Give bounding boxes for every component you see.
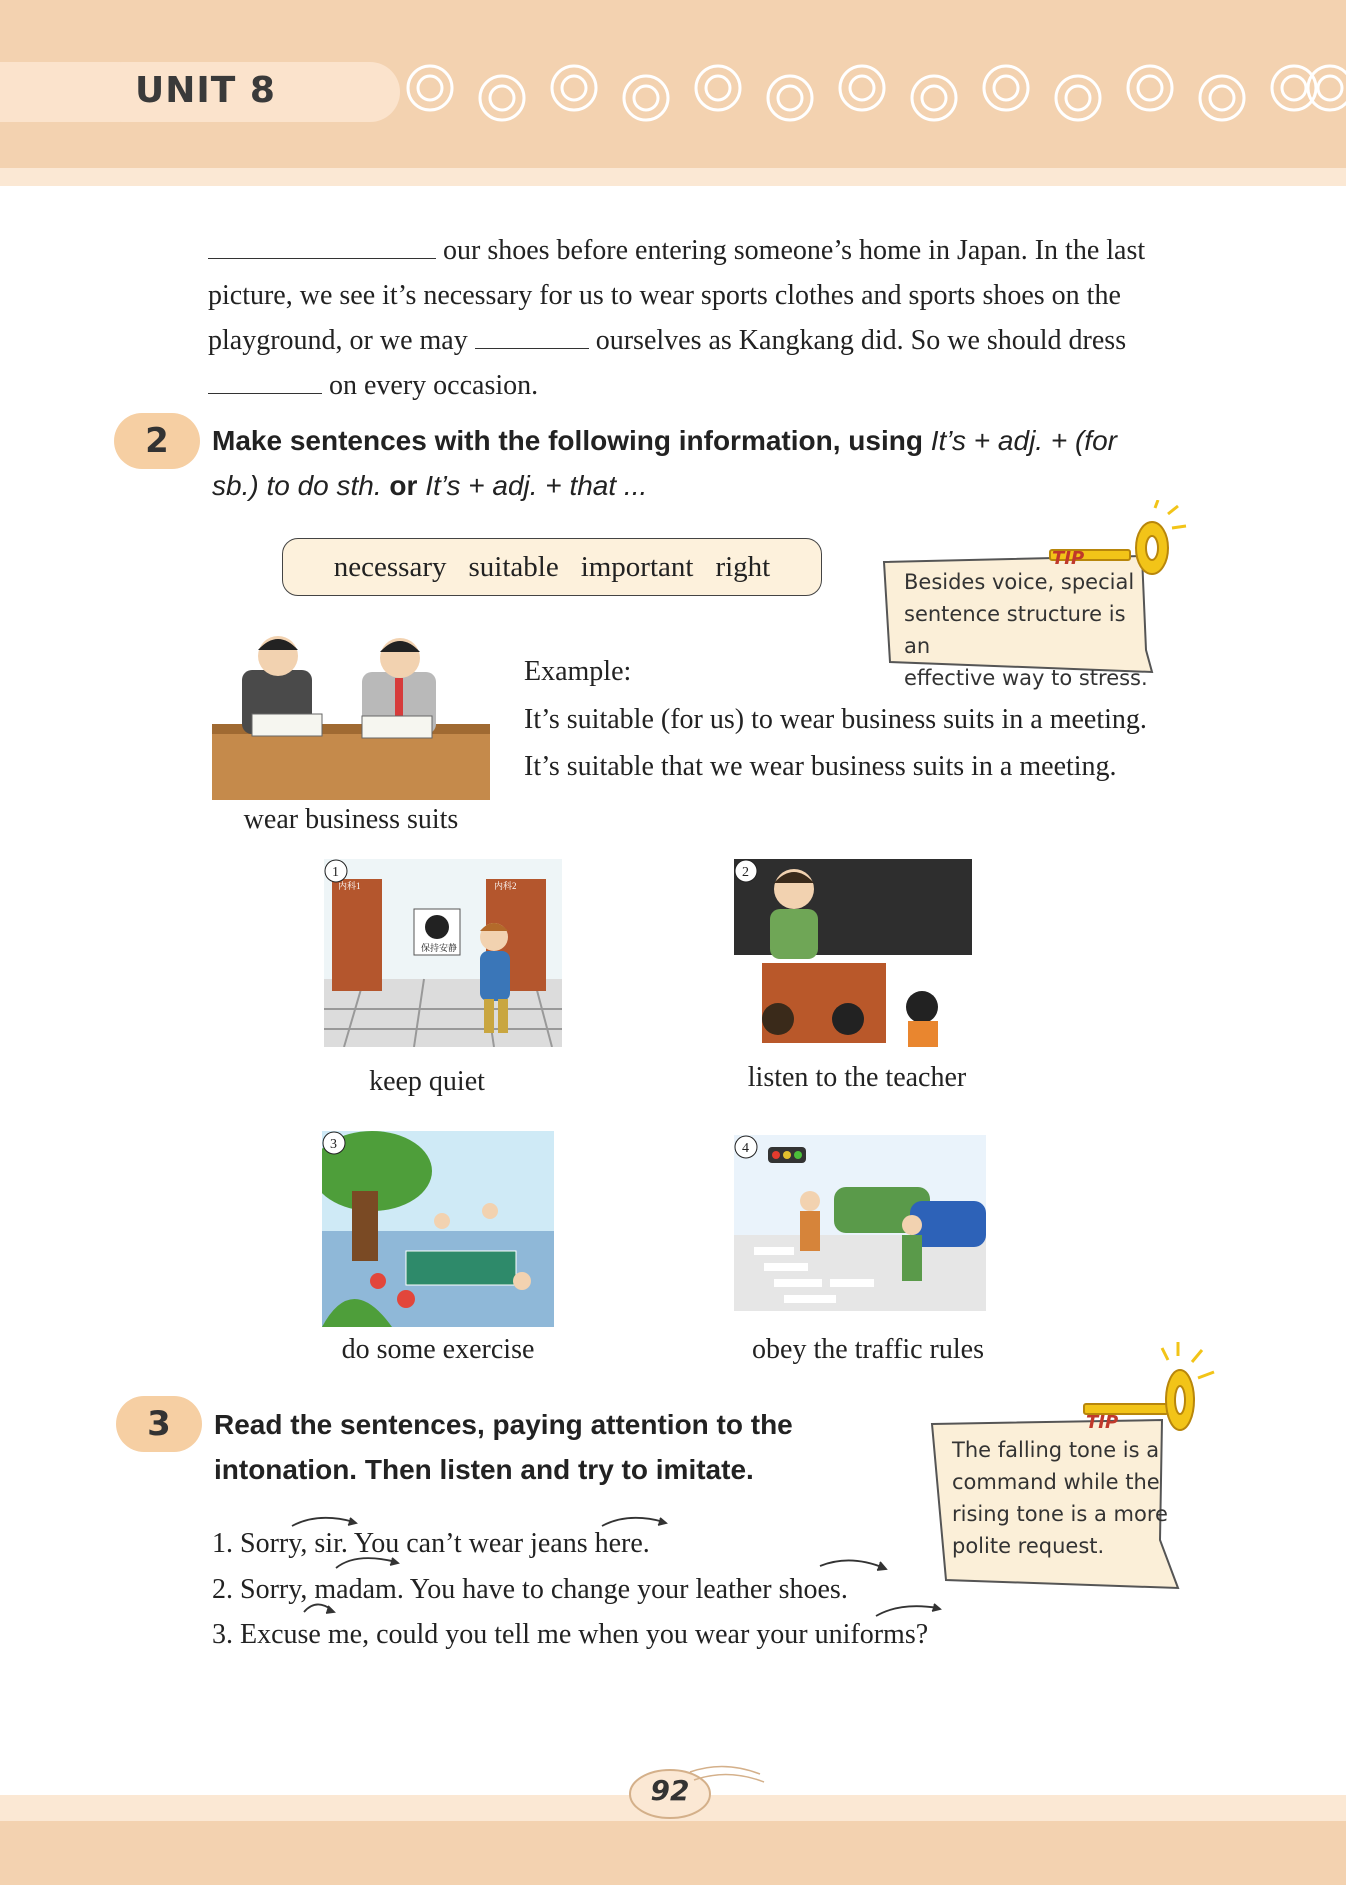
traffic-rules-picture xyxy=(734,1135,986,1311)
example-caption: wear business suits xyxy=(243,804,459,835)
fill-blank[interactable] xyxy=(208,369,322,394)
item-number: 3 xyxy=(330,1137,337,1152)
unit-title: UNIT 8 xyxy=(135,70,276,111)
passage-line: playground, or we may xyxy=(208,325,468,356)
tip-text: The falling tone is a command while the rising tone is a more polite request. xyxy=(952,1438,1168,1558)
page-number: 92 xyxy=(650,1774,690,1807)
item-caption: do some exercise xyxy=(341,1334,535,1365)
door-sign-text: 内科2 xyxy=(494,881,517,891)
practice-sentence: 1. Sorry, sir. You can’t wear jeans here. xyxy=(212,1528,650,1559)
item-caption: obey the traffic rules xyxy=(752,1334,984,1365)
header-stripe xyxy=(0,168,1346,186)
fill-blank[interactable] xyxy=(208,234,436,259)
task-number-badge: 2 xyxy=(114,413,200,469)
quiet-sign-text: 保持安静 xyxy=(421,943,458,953)
item-caption: listen to the teacher xyxy=(747,1062,967,1093)
fill-blank[interactable] xyxy=(475,324,589,349)
item-number: 1 xyxy=(332,865,339,880)
item-number: 2 xyxy=(742,865,749,880)
word-bank-item: important xyxy=(580,550,694,583)
item-number: 4 xyxy=(742,1141,749,1156)
business-meeting-picture xyxy=(212,632,490,800)
example-sentence: It’s suitable that we wear business suits in a meeting. xyxy=(524,751,1117,782)
task3-instruction: Read the sentences, paying attention to the intonation. Then listen and try to imitate. xyxy=(214,1409,793,1485)
practice-sentence: 3. Excuse me, could you tell me when you wear your uniforms? xyxy=(212,1619,929,1650)
passage-line: picture, we see it’s necessary for us to wear sports clothes and sports shoes on the xyxy=(208,280,1121,311)
task2-instruction: Make sentences with the following information, using It’s + adj. + (for sb.) to do sth. or It’s + adj. + that ... xyxy=(212,425,1117,501)
tip-text: Besides voice, special sentence structure is an effective way to stress. xyxy=(904,570,1148,690)
door-sign-text: 内科1 xyxy=(338,881,361,891)
tip-label: TIP xyxy=(1086,1412,1119,1433)
task-number-badge: 3 xyxy=(116,1396,202,1452)
passage-line: on every occasion. xyxy=(329,370,539,401)
svg-text:TIP: TIP xyxy=(1052,548,1085,569)
word-bank-item: right xyxy=(715,550,771,583)
example-sentence: It’s suitable (for us) to wear business suits in a meeting. xyxy=(524,704,1147,735)
item-caption: keep quiet xyxy=(369,1066,485,1097)
passage xyxy=(208,228,1200,408)
word-bank-item: necessary xyxy=(333,550,447,583)
example-label: Example: xyxy=(524,656,632,687)
practice-sentence: 2. Sorry, madam. You have to change your leather shoes. xyxy=(212,1574,848,1605)
word-bank xyxy=(282,538,822,596)
decorative-rings xyxy=(400,60,1346,130)
keep-quiet-picture xyxy=(324,859,562,1047)
passage-line: ourselves as Kangkang did. So we should dress xyxy=(595,325,1127,356)
exercise-picture xyxy=(322,1131,554,1327)
listen-teacher-picture xyxy=(734,859,972,1047)
passage-line: our shoes before entering someone’s home in Japan. In the last xyxy=(443,235,1146,266)
word-bank-item: suitable xyxy=(468,550,559,583)
